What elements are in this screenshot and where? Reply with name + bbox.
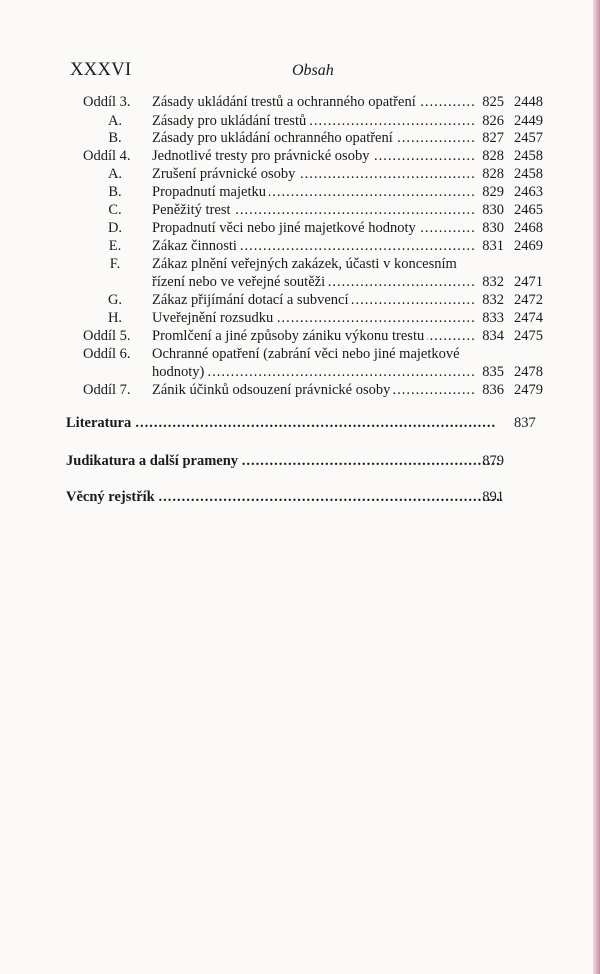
toc-back-matter-entry [0, 452, 560, 470]
toc-entry [0, 129, 560, 147]
toc-entry-page: 830 [482, 220, 504, 236]
toc-entry-paragraph: 2468 [514, 220, 543, 236]
toc-entry-title-text: Peněžitý trest [152, 202, 234, 218]
toc-back-matter-page: 879 [482, 453, 504, 469]
toc-entry-title-text: Zákaz činnosti [152, 238, 240, 254]
toc-entry-paragraph: 2458 [514, 148, 543, 164]
toc-entry-paragraph: 2475 [514, 328, 543, 344]
toc-back-matter-title [66, 488, 502, 506]
toc-entry-paragraph: 2469 [514, 238, 543, 254]
toc-entry-label: Oddíl 7. [83, 382, 131, 398]
toc-entry-label: G. [107, 292, 123, 308]
toc-entry-page: 831 [482, 238, 504, 254]
toc-entry-title-text: řízení nebo ve veřejné soutěži [152, 274, 328, 290]
toc-entry-title-text: Zrušení právnické osoby [152, 166, 298, 182]
toc-entry-title-text: Zásady pro ukládání ochranného opatření [152, 130, 396, 146]
toc-entry-page: 827 [482, 130, 504, 146]
toc-entry-label: C. [108, 202, 122, 218]
toc-entry [0, 381, 560, 399]
toc-entry-label: Oddíl 4. [83, 148, 131, 164]
toc-entry [0, 93, 560, 111]
toc-entry-paragraph: 2471 [514, 274, 543, 290]
toc-entry-title [152, 255, 474, 273]
toc-entry [0, 237, 560, 255]
toc-entry [0, 309, 560, 327]
toc-entry-title [152, 237, 474, 255]
toc-entry-title [152, 309, 474, 327]
toc-entry-title-text: Propadnutí věci nebo jiné majetkové hodnoty [152, 220, 419, 236]
toc-entry-title-text: Zákaz plnění veřejných zakázek, účasti v koncesním [152, 256, 460, 272]
toc-entry-label: F. [109, 256, 121, 272]
page-number-header: XXXVI [70, 60, 132, 80]
toc-back-matter-page: 837 [514, 415, 536, 431]
toc-entry-paragraph: 2472 [514, 292, 543, 308]
toc-entry-paragraph: 2449 [514, 113, 543, 129]
toc-back-matter-title [66, 414, 496, 432]
toc-entry-label: A. [107, 166, 123, 182]
toc-entry-title [152, 147, 474, 165]
toc-entry-page: 834 [482, 328, 504, 344]
toc-back-matter-entry [0, 488, 560, 506]
toc-entry-paragraph: 2465 [514, 202, 543, 218]
toc-entry-paragraph: 2478 [514, 364, 543, 380]
toc-entry [0, 183, 560, 201]
toc-entry [0, 112, 560, 130]
toc-entry-title [152, 381, 474, 399]
toc-entry-title [152, 93, 474, 111]
toc-entry-page: 832 [482, 292, 504, 308]
toc-entry [0, 255, 560, 273]
toc-entry-title [152, 291, 474, 309]
running-title: Obsah [292, 62, 334, 79]
toc-entry-title [152, 219, 474, 237]
toc-entry-page: 835 [482, 364, 504, 380]
toc-entry-title-text: Promlčení a jiné způsoby zániku výkonu trestu [152, 328, 427, 344]
toc-entry-title [152, 112, 474, 130]
toc-entry-title [152, 345, 474, 363]
toc-entry-label: Oddíl 3. [83, 94, 131, 110]
toc-entry-title [152, 273, 474, 291]
toc-entry-paragraph: 2474 [514, 310, 543, 326]
toc-entry-paragraph: 2479 [514, 382, 543, 398]
toc-back-matter-title [66, 452, 502, 470]
toc-entry-title-text: Uveřejnění rozsudku [152, 310, 276, 326]
toc-entry-page: 836 [482, 382, 504, 398]
toc-entry-label: Oddíl 5. [83, 328, 131, 344]
toc-entry [0, 273, 560, 291]
page-edge-shadow [593, 0, 600, 974]
toc-back-matter-page: 891 [482, 489, 504, 505]
toc-entry-label: H. [107, 310, 123, 326]
toc-entry-title [152, 183, 474, 201]
toc-entry-page: 830 [482, 202, 504, 218]
toc-entry-title [152, 165, 474, 183]
toc-entry-paragraph: 2458 [514, 166, 543, 182]
toc-entry-label: D. [107, 220, 123, 236]
toc-entry-title-text: Zásady pro ukládání trestů [152, 113, 309, 129]
toc-entry-page: 829 [482, 184, 504, 200]
toc-entry-page: 828 [482, 166, 504, 182]
toc-entry-title [152, 363, 474, 381]
toc-entry-label: A. [107, 113, 123, 129]
toc-entry-page: 833 [482, 310, 504, 326]
toc-entry-title-text: Ochranné opatření (zabrání věci nebo jiné majetkové [152, 346, 463, 362]
toc-back-matter-title-text: Judikatura a další prameny [66, 453, 241, 469]
toc-entry-title-text: Zánik účinků odsouzení právnické osoby [152, 382, 393, 398]
toc-entry [0, 363, 560, 381]
toc-entry-title-text: Zákaz přijímání dotací a subvencí [152, 292, 351, 308]
toc-entry-page: 826 [482, 113, 504, 129]
toc-entry [0, 165, 560, 183]
toc-entry-title-text: Zásady ukládání trestů a ochranného opatření [152, 94, 419, 110]
toc-entry-page: 832 [482, 274, 504, 290]
toc-entry-title [152, 201, 474, 219]
toc-entry-label: Oddíl 6. [83, 346, 131, 362]
toc-entry-page: 828 [482, 148, 504, 164]
toc-entry [0, 327, 560, 345]
toc-entry-title [152, 129, 474, 147]
toc-entry-title [152, 327, 474, 345]
toc-entry-paragraph: 2463 [514, 184, 543, 200]
toc-entry-paragraph: 2448 [514, 94, 543, 110]
toc-entry [0, 201, 560, 219]
toc-entry-paragraph: 2457 [514, 130, 543, 146]
toc-entry [0, 345, 560, 363]
toc-back-matter-title-text: Věcný rejstřík [66, 489, 158, 505]
toc-entry-title-text: Jednotlivé tresty pro právnické osoby [152, 148, 372, 164]
toc-entry-title-text: hodnoty) [152, 364, 207, 380]
toc-entry-label: B. [108, 130, 122, 146]
toc-entry [0, 219, 560, 237]
toc-entry-title-text: Propadnutí majetku [152, 184, 269, 200]
toc-entry [0, 147, 560, 165]
toc-entry-label: B. [108, 184, 122, 200]
toc-back-matter-entry [0, 414, 560, 432]
toc-entry-page: 825 [482, 94, 504, 110]
toc-entry [0, 291, 560, 309]
toc-entry-label: E. [108, 238, 122, 254]
toc-back-matter-title-text: Literatura [66, 415, 134, 431]
